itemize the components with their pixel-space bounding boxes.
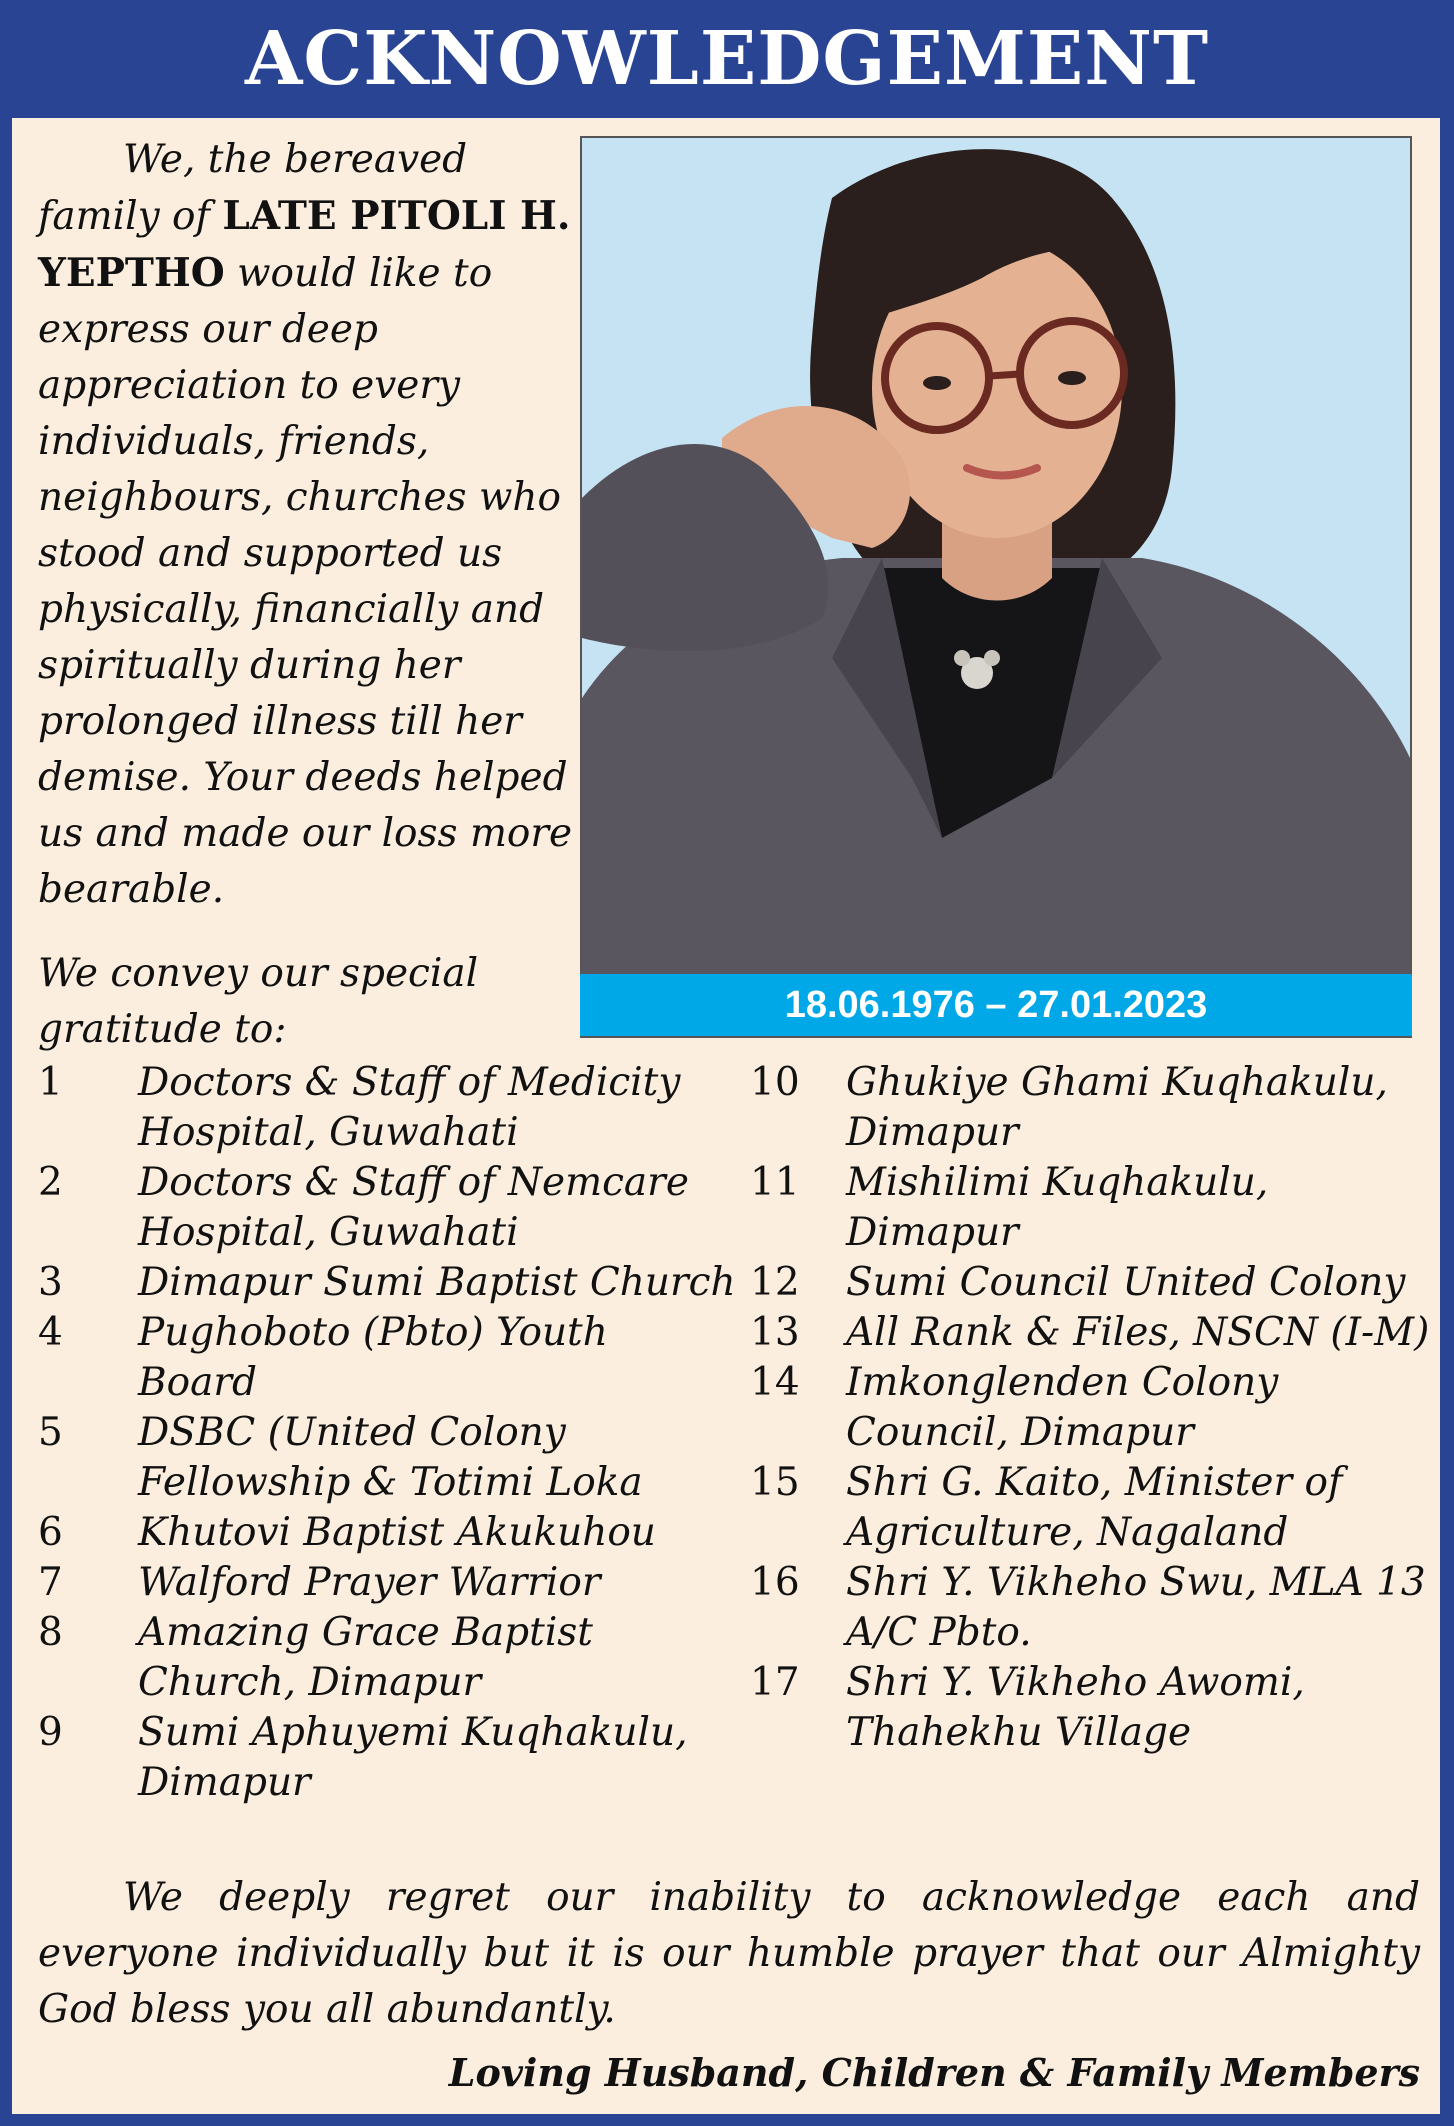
list-item <box>750 1658 1440 1758</box>
list-item-number: 9 <box>38 1710 63 1755</box>
list-item-text: Imkonglenden Colony Council, Dimapur <box>846 1360 1279 1455</box>
closing-paragraph <box>38 1870 1420 2038</box>
list-item <box>38 1058 738 1158</box>
list-item-text: Shri Y. Vikheho Awomi, Thahekhu Village <box>846 1660 1305 1755</box>
list-item-text: DSBC (United Colony Fellowship & Totimi Loka <box>138 1410 643 1505</box>
life-dates: 18.06.1976 – 27.01.2023 <box>580 974 1412 1036</box>
list-item <box>38 1408 738 1508</box>
list-item-number: 3 <box>38 1260 63 1305</box>
list-item-text: Sumi Council United Colony <box>846 1260 1406 1305</box>
list-item-number: 17 <box>750 1660 800 1705</box>
list-item <box>38 1508 738 1558</box>
header-banner <box>0 0 1454 118</box>
list-item-text: Shri Y. Vikheho Swu, MLA 13 A/C Pbto. <box>846 1560 1426 1655</box>
list-item <box>38 1258 738 1308</box>
list-item-text: Sumi Aphuyemi Kuqhakulu, Dimapur <box>138 1710 688 1805</box>
intro-text <box>38 132 598 1058</box>
list-item-text: Shri G. Kaito, Minister of Agriculture, Nagaland <box>846 1460 1343 1555</box>
list-item-number: 6 <box>38 1510 63 1555</box>
list-item-number: 13 <box>750 1310 800 1355</box>
list-item-text: Mishilimi Kuqhakulu, Dimapur <box>846 1160 1269 1255</box>
deceased-name: LATE PITOLI H. YEPTHO <box>38 193 571 296</box>
list-item-number: 2 <box>38 1160 63 1205</box>
list-item <box>750 1058 1440 1158</box>
list-item-text: Walford Prayer Warrior <box>138 1560 601 1605</box>
list-item <box>38 1308 738 1408</box>
list-item-number: 1 <box>38 1060 63 1105</box>
list-item-text: Ghukiye Ghami Kuqhakulu, Dimapur <box>846 1060 1388 1155</box>
list-item <box>750 1308 1440 1358</box>
list-item <box>38 1158 738 1258</box>
list-item-number: 8 <box>38 1610 63 1655</box>
list-item-number: 16 <box>750 1560 800 1605</box>
intro-rest: would like to express our deep appreciation to every individuals, friends, neighbours, churches who stood and supported us physically, financially and spiritually during her prolonged illness till her demise. Your deeds helped us and made our loss more bearable. <box>38 251 573 912</box>
gratitude-paragraph: We convey our special gratitude to: <box>38 951 479 1052</box>
list-item-number: 10 <box>750 1060 800 1105</box>
gratitude-list-right <box>750 1058 1440 1758</box>
page-title: ACKNOWLEDGEMENT <box>244 16 1210 102</box>
list-item <box>750 1358 1440 1458</box>
intro-paragraph <box>38 132 598 918</box>
list-item-number: 7 <box>38 1560 63 1605</box>
signature: Loving Husband, Children & Family Members <box>448 2050 1420 2095</box>
list-item <box>750 1258 1440 1308</box>
list-item-text: All Rank & Files, NSCN (I-M) <box>846 1310 1430 1355</box>
gratitude-list-left <box>38 1058 738 1808</box>
list-item <box>750 1558 1440 1658</box>
list-item <box>38 1558 738 1608</box>
list-item-text: Doctors & Staff of Nemcare Hospital, Guwahati <box>138 1160 689 1255</box>
list-item-text: Pughoboto (Pbto) Youth Board <box>138 1310 608 1405</box>
list-item-text: Dimapur Sumi Baptist Church <box>138 1260 736 1305</box>
list-item-text: Amazing Grace Baptist Church, Dimapur <box>138 1610 593 1705</box>
list-item-number: 14 <box>750 1360 800 1405</box>
portrait-illustration <box>582 138 1410 1036</box>
list-item <box>750 1458 1440 1558</box>
list-item-number: 12 <box>750 1260 800 1305</box>
intro-lead: We, the bereaved family of <box>38 137 468 239</box>
list-item-number: 4 <box>38 1310 63 1355</box>
list-item <box>38 1708 738 1808</box>
list-item-text: Doctors & Staff of Medicity Hospital, Guwahati <box>138 1060 681 1155</box>
closing-text: We deeply regret our inability to acknowledge each and everyone individually but it is our humble prayer that our Almighty God bless you all abundantly. <box>38 1875 1420 2032</box>
list-item-text: Khutovi Baptist Akukuhou <box>138 1510 656 1555</box>
list-item-number: 15 <box>750 1460 800 1505</box>
content-panel <box>12 118 1440 2114</box>
list-item-number: 5 <box>38 1410 63 1455</box>
list-item <box>38 1608 738 1708</box>
list-item-number: 11 <box>750 1160 800 1205</box>
portrait-photo <box>580 136 1412 1038</box>
list-item <box>750 1158 1440 1258</box>
